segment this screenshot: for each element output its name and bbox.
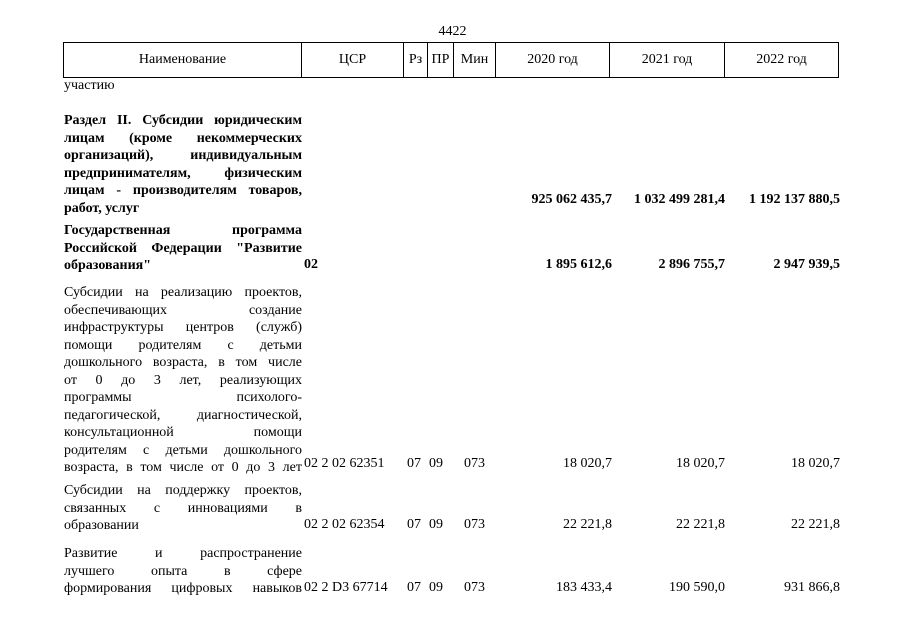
header-2021: 2021 год: [610, 43, 725, 77]
row-name-line: работ, услуг: [64, 200, 140, 216]
value-2020: 183 433,4: [556, 580, 612, 595]
value-csr: 02 2 02 62354: [304, 517, 385, 532]
row-name-line: образования": [64, 258, 152, 273]
row-name: [64, 284, 302, 477]
row-name-line: предпринимателям, физическим: [64, 165, 302, 181]
value-2020: 925 062 435,7: [531, 192, 612, 207]
value-2020: 22 221,8: [563, 517, 612, 532]
row-name-line: помощи родителям с детьми: [64, 337, 302, 353]
value-2022: 18 020,7: [791, 456, 840, 471]
value-min: 073: [464, 517, 485, 532]
row-name-line: возраста, в том числе от 0 до 3 лет: [64, 460, 302, 475]
row-name: [64, 112, 302, 217]
value-2021: 2 896 755,7: [658, 257, 725, 272]
row-name-line: формирования цифровых навыков: [64, 581, 302, 596]
value-2022: 2 947 939,5: [773, 257, 840, 272]
row-name-line: связанных с инновациями в: [64, 500, 302, 516]
header-rz: Рз: [404, 43, 428, 77]
value-pr: 09: [429, 456, 443, 471]
header-2020: 2020 год: [496, 43, 610, 77]
value-2022: 22 221,8: [791, 517, 840, 532]
row-name-line: от 0 до 3 лет, реализующих: [64, 372, 302, 388]
row-name: [64, 222, 302, 275]
value-pr: 09: [429, 517, 443, 532]
row-name-line: лицам (кроме некоммерческих: [64, 130, 302, 146]
header-name: Наименование: [64, 43, 302, 77]
value-2021: 190 590,0: [669, 580, 725, 595]
row-name: [64, 545, 302, 598]
row-name-line: Российской Федерации "Развитие: [64, 240, 302, 256]
row-name-line: инфраструктуры центров (служб): [64, 320, 302, 335]
value-csr: 02: [304, 257, 318, 272]
row-name-line: программы психолого-: [64, 390, 302, 405]
value-csr: 02 2 D3 67714: [304, 580, 388, 595]
row-name-line: родителям с детьми дошкольного: [64, 442, 302, 458]
row-name-line: Государственная программа: [64, 223, 302, 238]
value-rz: 07: [407, 580, 421, 595]
value-pr: 09: [429, 580, 443, 595]
table-header: [63, 42, 839, 78]
row-name-line: обеспечивающих создание: [64, 302, 302, 318]
row-name-line: организаций), индивидуальным: [64, 148, 302, 163]
value-2022: 931 866,8: [784, 580, 840, 595]
value-min: 073: [464, 580, 485, 595]
row-name: [64, 482, 302, 535]
value-rz: 07: [407, 517, 421, 532]
row-name-line: лицам - производителям товаров,: [64, 183, 302, 198]
value-csr: 02 2 02 62351: [304, 456, 385, 471]
row-name-line: дошкольного возраста, в том числе: [64, 355, 302, 370]
row-name-line: консультационной помощи: [64, 425, 302, 440]
page-number: 4422: [438, 24, 467, 39]
carryover-text: участию: [64, 78, 115, 93]
header-min: Мин: [454, 43, 496, 77]
row-name-line: Раздел II. Субсидии юридическим: [64, 113, 302, 128]
value-2020: 18 020,7: [563, 456, 612, 471]
row-name-line: педагогической, диагностической,: [64, 407, 302, 423]
row-name-line: лучшего опыта в сфере: [64, 563, 302, 579]
value-rz: 07: [407, 456, 421, 471]
header-pr: ПР: [428, 43, 454, 77]
value-2022: 1 192 137 880,5: [749, 192, 840, 207]
header-csr: ЦСР: [302, 43, 404, 77]
row-name-line: Субсидии на поддержку проектов,: [64, 483, 302, 498]
value-2020: 1 895 612,6: [545, 257, 612, 272]
value-2021: 22 221,8: [676, 517, 725, 532]
row-name-line: образовании: [64, 518, 139, 533]
row-name-line: Развитие и распространение: [64, 546, 302, 561]
value-2021: 1 032 499 281,4: [634, 192, 725, 207]
row-name-line: Субсидии на реализацию проектов,: [64, 285, 302, 300]
header-2022: 2022 год: [756, 52, 807, 67]
value-2021: 18 020,7: [676, 456, 725, 471]
value-min: 073: [464, 456, 485, 471]
